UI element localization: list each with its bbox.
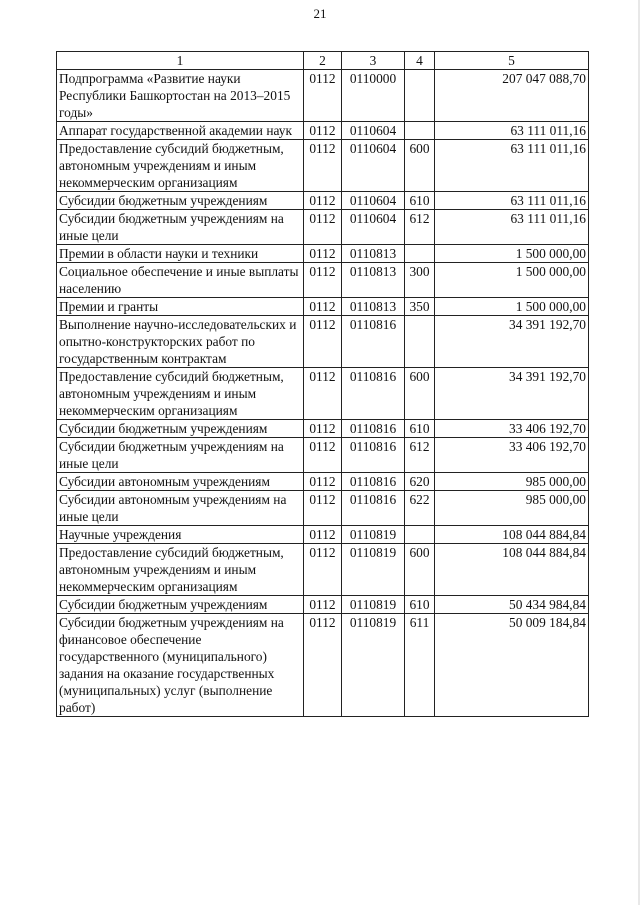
cell-amount: 108 044 884,84 (435, 526, 589, 544)
cell-section: 0112 (304, 596, 342, 614)
cell-name: Субсидии автономным учреждениям (57, 473, 304, 491)
cell-amount: 34 391 192,70 (435, 368, 589, 420)
table-row (57, 420, 589, 438)
cell-type (405, 316, 435, 368)
cell-target: 0110813 (342, 298, 405, 316)
cell-target: 0110813 (342, 245, 405, 263)
cell-section: 0112 (304, 316, 342, 368)
table-row (57, 140, 589, 192)
table-row (57, 122, 589, 140)
column-header-4: 4 (405, 52, 435, 70)
cell-name: Научные учреждения (57, 526, 304, 544)
cell-amount: 1 500 000,00 (435, 298, 589, 316)
cell-section: 0112 (304, 614, 342, 717)
table-row (57, 210, 589, 245)
table-row (57, 544, 589, 596)
cell-target: 0110816 (342, 473, 405, 491)
cell-type: 350 (405, 298, 435, 316)
column-header-3: 3 (342, 52, 405, 70)
cell-section: 0112 (304, 544, 342, 596)
column-header-5: 5 (435, 52, 589, 70)
cell-name: Субсидии бюджетным учреждениям (57, 596, 304, 614)
cell-target: 0110816 (342, 316, 405, 368)
cell-section: 0112 (304, 140, 342, 192)
cell-section: 0112 (304, 70, 342, 122)
cell-type: 610 (405, 192, 435, 210)
cell-type (405, 122, 435, 140)
cell-name: Аппарат государственной академии наук (57, 122, 304, 140)
cell-name: Подпрограмма «Развитие науки Республики Башкортостан на 2013–2015 годы» (57, 70, 304, 122)
cell-type (405, 245, 435, 263)
cell-type: 300 (405, 263, 435, 298)
cell-target: 0110813 (342, 263, 405, 298)
cell-target: 0110816 (342, 438, 405, 473)
cell-type: 600 (405, 140, 435, 192)
cell-section: 0112 (304, 122, 342, 140)
cell-target: 0110816 (342, 491, 405, 526)
column-header-1: 1 (57, 52, 304, 70)
cell-amount: 985 000,00 (435, 491, 589, 526)
cell-type: 620 (405, 473, 435, 491)
page-number: 21 (313, 6, 327, 21)
cell-name: Субсидии бюджетным учреждениям на финансовое обеспечение государственного (муниципального) задания на оказание государственных (муниципальных) услуг (выполнение работ) (57, 614, 304, 717)
cell-name: Субсидии бюджетным учреждениям (57, 192, 304, 210)
cell-amount: 63 111 011,16 (435, 122, 589, 140)
cell-amount: 50 434 984,84 (435, 596, 589, 614)
cell-target: 0110819 (342, 544, 405, 596)
cell-type: 610 (405, 420, 435, 438)
cell-target: 0110819 (342, 596, 405, 614)
cell-target: 0110604 (342, 122, 405, 140)
cell-type: 610 (405, 596, 435, 614)
cell-name: Премии и гранты (57, 298, 304, 316)
cell-section: 0112 (304, 491, 342, 526)
cell-section: 0112 (304, 210, 342, 245)
cell-amount: 207 047 088,70 (435, 70, 589, 122)
cell-target: 0110000 (342, 70, 405, 122)
table-row (57, 245, 589, 263)
cell-name: Субсидии бюджетным учреждениям на иные цели (57, 210, 304, 245)
cell-name: Субсидии бюджетным учреждениям на иные цели (57, 438, 304, 473)
cell-target: 0110819 (342, 614, 405, 717)
cell-amount: 33 406 192,70 (435, 438, 589, 473)
cell-amount: 33 406 192,70 (435, 420, 589, 438)
cell-amount: 108 044 884,84 (435, 544, 589, 596)
cell-section: 0112 (304, 263, 342, 298)
cell-name: Социальное обеспечение и иные выплаты населению (57, 263, 304, 298)
cell-name: Премии в области науки и техники (57, 245, 304, 263)
cell-amount: 63 111 011,16 (435, 140, 589, 192)
cell-type: 600 (405, 544, 435, 596)
cell-target: 0110604 (342, 210, 405, 245)
column-header-2: 2 (304, 52, 342, 70)
cell-amount: 985 000,00 (435, 473, 589, 491)
cell-type: 600 (405, 368, 435, 420)
cell-target: 0110604 (342, 192, 405, 210)
cell-name: Предоставление субсидий бюджетным, автономным учреждениям и иным некоммерческим организациям (57, 140, 304, 192)
budget-table (56, 51, 589, 717)
cell-section: 0112 (304, 526, 342, 544)
cell-name: Предоставление субсидий бюджетным, автономным учреждениям и иным некоммерческим организациям (57, 544, 304, 596)
table-row (57, 70, 589, 122)
table-body (57, 70, 589, 717)
cell-amount: 50 009 184,84 (435, 614, 589, 717)
cell-name: Выполнение научно-исследовательских и опытно-конструкторских работ по государственным контрактам (57, 316, 304, 368)
cell-section: 0112 (304, 245, 342, 263)
cell-target: 0110819 (342, 526, 405, 544)
table-row (57, 473, 589, 491)
cell-target: 0110816 (342, 420, 405, 438)
cell-name: Субсидии автономным учреждениям на иные цели (57, 491, 304, 526)
table-row (57, 596, 589, 614)
cell-section: 0112 (304, 420, 342, 438)
cell-name: Предоставление субсидий бюджетным, автономным учреждениям и иным некоммерческим организациям (57, 368, 304, 420)
table-row (57, 316, 589, 368)
table-row (57, 192, 589, 210)
table-row (57, 263, 589, 298)
cell-section: 0112 (304, 368, 342, 420)
cell-section: 0112 (304, 192, 342, 210)
cell-type (405, 526, 435, 544)
cell-type: 612 (405, 210, 435, 245)
cell-type: 612 (405, 438, 435, 473)
table-row (57, 614, 589, 717)
table-row (57, 368, 589, 420)
cell-section: 0112 (304, 473, 342, 491)
table-row (57, 438, 589, 473)
cell-section: 0112 (304, 298, 342, 316)
cell-amount: 1 500 000,00 (435, 245, 589, 263)
cell-amount: 63 111 011,16 (435, 210, 589, 245)
cell-type (405, 70, 435, 122)
table-row (57, 526, 589, 544)
table-row (57, 491, 589, 526)
cell-type: 622 (405, 491, 435, 526)
cell-amount: 63 111 011,16 (435, 192, 589, 210)
cell-amount: 34 391 192,70 (435, 316, 589, 368)
table-row (57, 298, 589, 316)
cell-name: Субсидии бюджетным учреждениям (57, 420, 304, 438)
cell-amount: 1 500 000,00 (435, 263, 589, 298)
cell-target: 0110604 (342, 140, 405, 192)
cell-target: 0110816 (342, 368, 405, 420)
column-header-row (57, 52, 589, 70)
cell-section: 0112 (304, 438, 342, 473)
cell-type: 611 (405, 614, 435, 717)
